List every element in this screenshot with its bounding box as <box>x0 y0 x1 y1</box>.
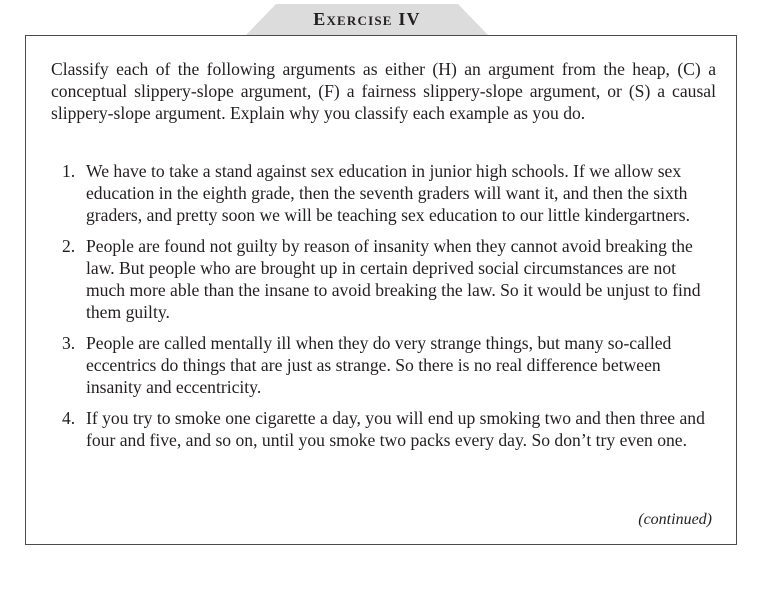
continued-note: (continued) <box>638 511 712 528</box>
exercise-title: Exercise IV <box>313 9 421 29</box>
item-text: We have to take a stand against sex education in junior high schools. If we allow sex education in the eighth grade, then the seventh graders will want it, and then the sixth graders, and pretty soon we will be teaching sex education to our little kindergartners. <box>86 161 691 225</box>
item-text: People are found not guilty by reason of insanity when they cannot avoid breaking the law. But people who are brought up in certain deprived social circumstances are not much more able than the insane to avoid breaking the law. So it would be unjust to find them guilty. <box>86 236 701 322</box>
exercise-item <box>62 160 716 226</box>
item-text: People are called mentally ill when they do very strange things, but many so-called eccentrics do things that are just as strange. So there is no real difference between insanity and eccentricity. <box>86 333 672 397</box>
item-text: If you try to smoke one cigarette a day, you will end up smoking two and then three and four and five, and so on, until you smoke two packs every day. So don’t try even one. <box>86 408 705 450</box>
item-number: 2. <box>62 236 76 256</box>
item-number: 1. <box>62 161 76 181</box>
exercise-item <box>62 407 716 451</box>
exercise-item <box>62 235 716 323</box>
exercise-item <box>62 332 716 398</box>
exercise-list <box>62 160 716 460</box>
item-number: 4. <box>62 408 76 428</box>
exercise-instructions: Classify each of the following arguments as either (H) an argument from the heap, (C) a conceptual slippery-slope argument, (F) a fairness slippery-slope argument, or (S) a causal slippery-slope argument. Explain why you classify each example as you do. <box>51 59 716 123</box>
item-number: 3. <box>62 333 76 353</box>
